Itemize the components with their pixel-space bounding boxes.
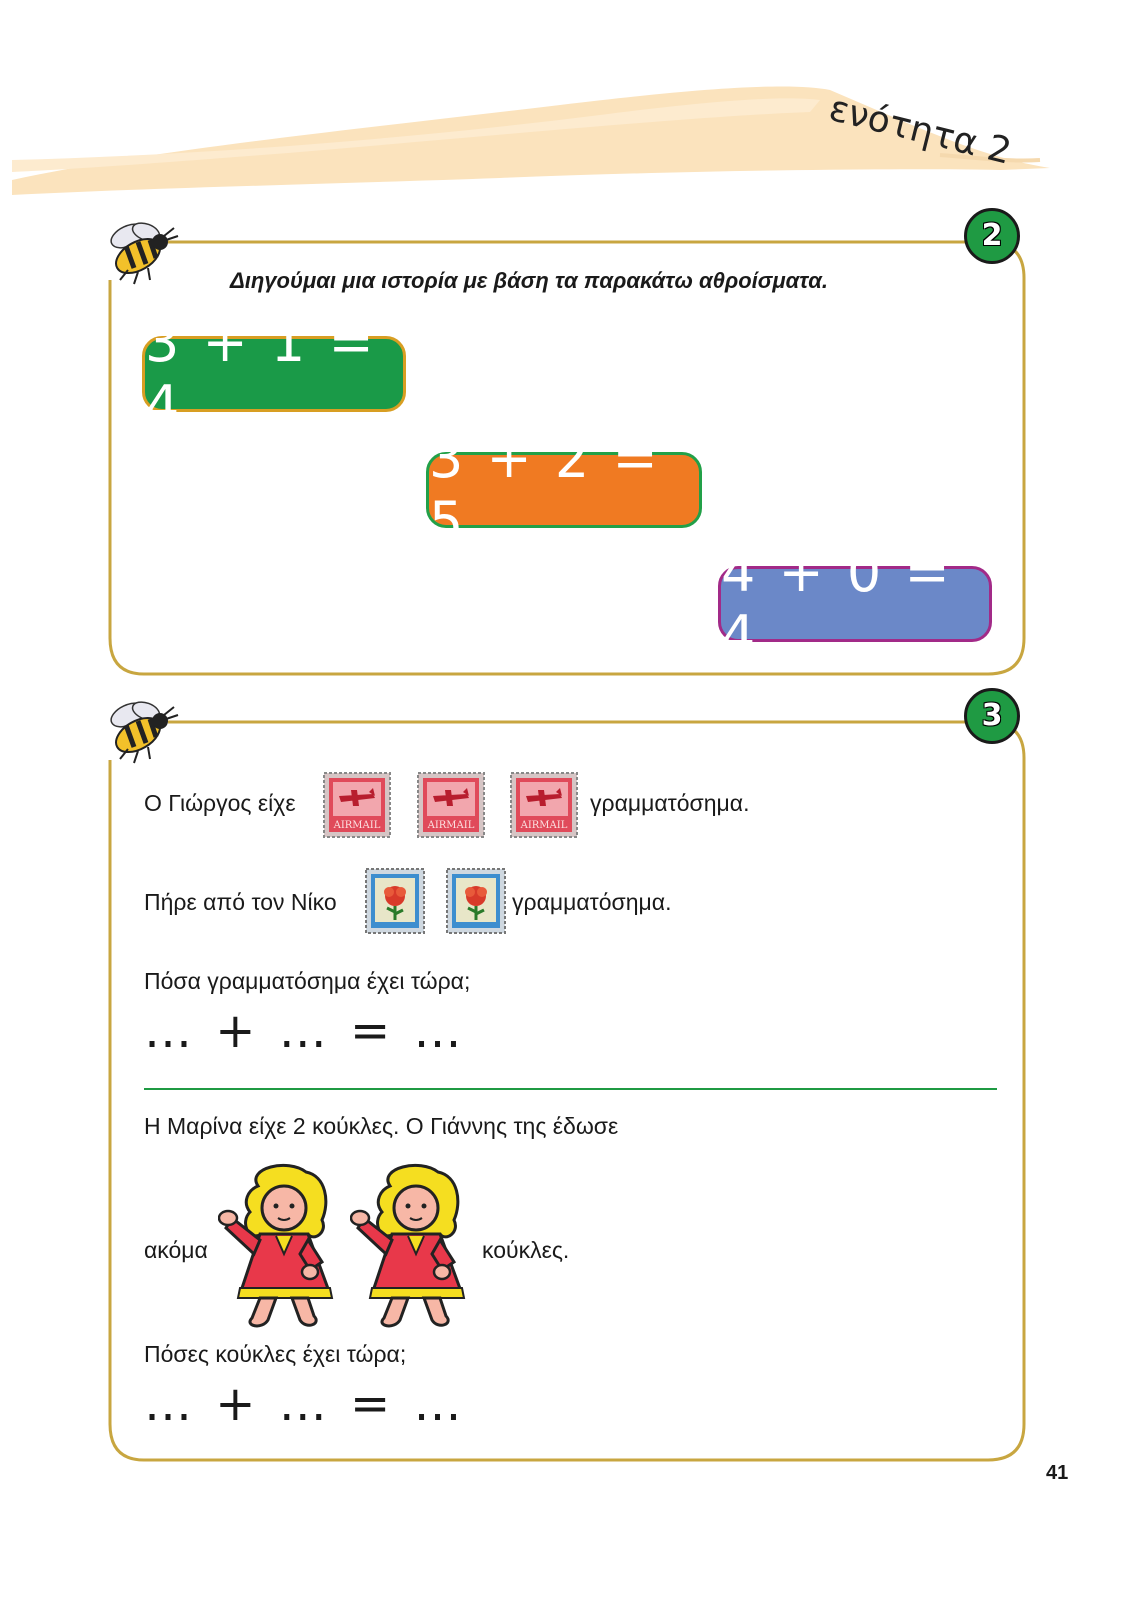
- story1-line1-start: Ο Γιώργος είχε: [144, 790, 296, 816]
- bee-icon: [98, 697, 180, 767]
- doll-icon: [218, 1158, 348, 1328]
- story1-line2-end: γραμματόσημα.: [512, 889, 672, 915]
- story1-blank-equation: … + … = …: [144, 1003, 466, 1059]
- exercise-3-number-badge: 3: [964, 688, 1020, 744]
- airmail-stamp-icon: [510, 772, 578, 838]
- story2-line1: Η Μαρίνα είχε 2 κούκλες. Ο Γιάννης της έδωσε: [144, 1113, 619, 1139]
- airmail-stamp-label: AIRMAIL: [427, 820, 475, 831]
- story1-question: Πόσα γραμματόσημα έχει τώρα;: [144, 968, 471, 994]
- flower-stamp-icon: [446, 868, 506, 934]
- flower-stamp-icon: [365, 868, 425, 934]
- story1-line2-start: Πήρε από τον Νίκο: [144, 889, 337, 915]
- story2-blank-equation: … + … = …: [144, 1376, 466, 1432]
- airmail-stamp-icon: [323, 772, 391, 838]
- sum-box-2: 3 + 2 = 5: [426, 452, 702, 528]
- exercise-2-number-badge: 2: [964, 208, 1020, 264]
- airmail-stamp-label: AIRMAIL: [333, 820, 381, 831]
- story-divider: [144, 1088, 997, 1090]
- exercise-2-instruction: Διηγούμαι μια ιστορία με βάση τα παρακάτω αθροίσματα.: [230, 268, 829, 293]
- story1-line1-end: γραμματόσημα.: [590, 790, 750, 816]
- page-number: 41: [1046, 1462, 1069, 1484]
- bee-icon: [98, 218, 180, 288]
- sum-box-1: 3 + 1 = 4: [142, 336, 406, 412]
- story2-line2-end: κούκλες.: [482, 1237, 570, 1263]
- unit-title: ενότητα 2: [825, 88, 1016, 173]
- airmail-stamp-icon: [417, 772, 485, 838]
- airmail-stamp-label: AIRMAIL: [520, 820, 568, 831]
- doll-icon: [350, 1158, 480, 1328]
- sum-box-3: 4 + 0 = 4: [718, 566, 992, 642]
- story2-line2-start: ακόμα: [144, 1237, 208, 1263]
- story2-question: Πόσες κούκλες έχει τώρα;: [144, 1341, 407, 1367]
